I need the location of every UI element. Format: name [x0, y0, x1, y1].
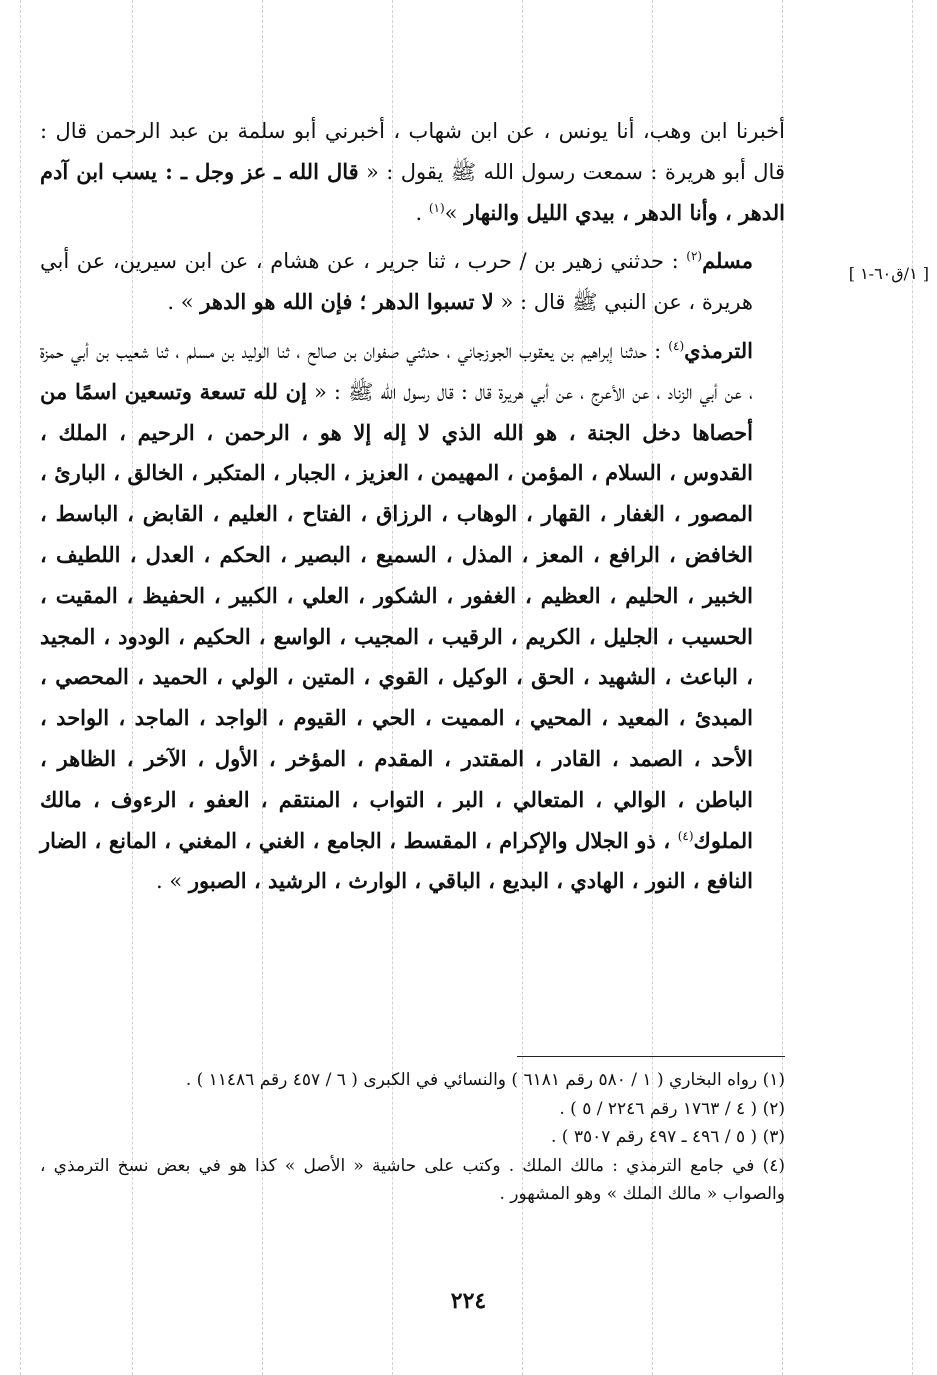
bold-names-list: إن لله تسعة وتسعين اسمًا من أحصاها دخل الجنة ، هو الله الذي لا إله إلا هو ، الرحمن ، الرحيم ، الملك ، القدوس ، السلام ، المؤمن ، المهيمن ، العزيز ، الجبار ، المتكبر ، الخالق ، البارئ ، المصور ، الغفار ، القهار ، الوهاب ، الرزاق ، الفتاح ، العليم ، القابض ، الباسط ، الخافض ، الرافع ، المعز ، المذل ، السميع ، البصير ، الحكم ، العدل ، اللطيف ، الخبير ، الحليم ، العظيم ، الغفور ، الشكور ، العلي ، الكبير ، الحفيظ ، المقيت ، الحسيب ، الجليل ، الكريم ، الرقيب ، المجيب ، الواسع ، الحكيم ، الودود ، المجيد ، الباعث ، الشهيد ، الحق ، الوكيل ، القوي ، المتين ، الولي ، الحميد ، المحصي ، المبدئ ، المعيد ، المحيي ، المميت ، الحي ، القيوم ، الواجد ، الماجد ، الواحد ، الأحد ، الصمد ، القادر ، المقتدر ، المقدم ، المؤخر ، الأول ، الآخر ، الظاهر ، الباطن ، الوالي ، المتعالي ، البر ، التواب ، المنتقم ، العفو ، الرءوف ، مالك الملوك — [40, 378, 753, 853]
footnote-text: في جامع الترمذي : مالك الملك . وكتب على حاشية « الأصل » كذا هو في بعض نسخ الترمذي ، والصواب « مالك الملك » وهو المشهور . — [40, 1155, 785, 1204]
footnote-ref-4: (٤) — [677, 828, 694, 843]
paragraph-hadith-bukhari — [40, 112, 785, 233]
footnote-text: ( ٤ / ١٧٦٣ رقم ٢٢٤٦ / ٥ ) . — [559, 1098, 758, 1119]
footnote-text: رواه البخاري ( ١ / ٥٨٠ رقم ٦١٨١ ) والنسائي في الكبرى ( ٦ / ٤٥٧ رقم ١١٤٨٦ ) . — [185, 1070, 758, 1090]
footnotes — [40, 1066, 785, 1209]
text-segment: » . — [167, 290, 201, 315]
text-segment: : حدثني زهير بن / حرب ، ثنا جرير ، عن هشام ، عن ابن سيرين، عن أبي هريرة ، عن النبي ﷺ قال : « — [40, 249, 753, 315]
text-segment: أخبرنا ابن وهب، أنا يونس ، عن ابن شهاب ، أخبرني أبو سلمة بن عبد الرحمن قال : قال أبو هريرة : سمعت رسول الله ﷺ يقول : « — [40, 119, 785, 184]
main-text — [40, 112, 785, 902]
footnote-number: (٤) — [762, 1155, 785, 1176]
source-name-tirmidhi: الترمذي — [684, 337, 753, 363]
bold-names-list-continued: ، ذو الجلال والإكرام ، المقسط ، الجامع ، الغني ، المغني ، المانع ، الضار النافع ، النور ، الهادي ، البديع ، الباقي ، الوارث ، الرشيد ، الصبور — [40, 827, 753, 894]
margin-reference: [ ١/ق٦٠-١ ] — [848, 264, 929, 283]
bold-hadith-text: قال الله ـ عز وجل ـ : يسب ابن آدم الدهر ، وأنا الدهر ، بيدي الليل والنهار — [40, 158, 785, 225]
bold-hadith-text: لا تسبوا الدهر ؛ فإن الله هو الدهر — [200, 289, 494, 315]
footnote-ref-3: (٤) — [668, 338, 685, 353]
footnote-2 — [40, 1095, 785, 1124]
source-name-muslim: مسلم — [702, 248, 753, 274]
page-number: ٢٢٤ — [450, 1288, 487, 1314]
footnote-3 — [40, 1123, 785, 1152]
footnote-ref-1: (١) — [428, 200, 445, 215]
text-segment: . — [415, 200, 429, 225]
footnote-number: (٢) — [762, 1098, 785, 1119]
text-segment: » — [444, 200, 465, 225]
footnote-separator — [517, 1056, 785, 1057]
footnote-number: (٣) — [762, 1127, 785, 1147]
footnote-number: (١) — [762, 1070, 785, 1090]
text-segment: » . — [155, 869, 189, 894]
footnote-4 — [40, 1152, 785, 1209]
text-segment: : حدثنا إبراهيم بن يعقوب الجوزجاني ، حدثني صفوان بن صالح ، ثنا الوليد بن مسلم ، ثنا شعيب بن أبي حمزة ، عن أبي الزناد ، عن الأعرج ، عن أبي هريرة قال : قال رسول الله ﷺ : « — [40, 338, 753, 404]
footnote-ref-2: (٢) — [686, 249, 703, 264]
footnote-1 — [40, 1066, 785, 1095]
footnote-text: ( ٥ / ٤٩٦ ـ ٤٩٧ رقم ٣٥٠٧ ) . — [550, 1127, 758, 1147]
paragraph-hadith-tirmidhi — [40, 331, 785, 902]
paragraph-hadith-muslim — [40, 241, 785, 323]
